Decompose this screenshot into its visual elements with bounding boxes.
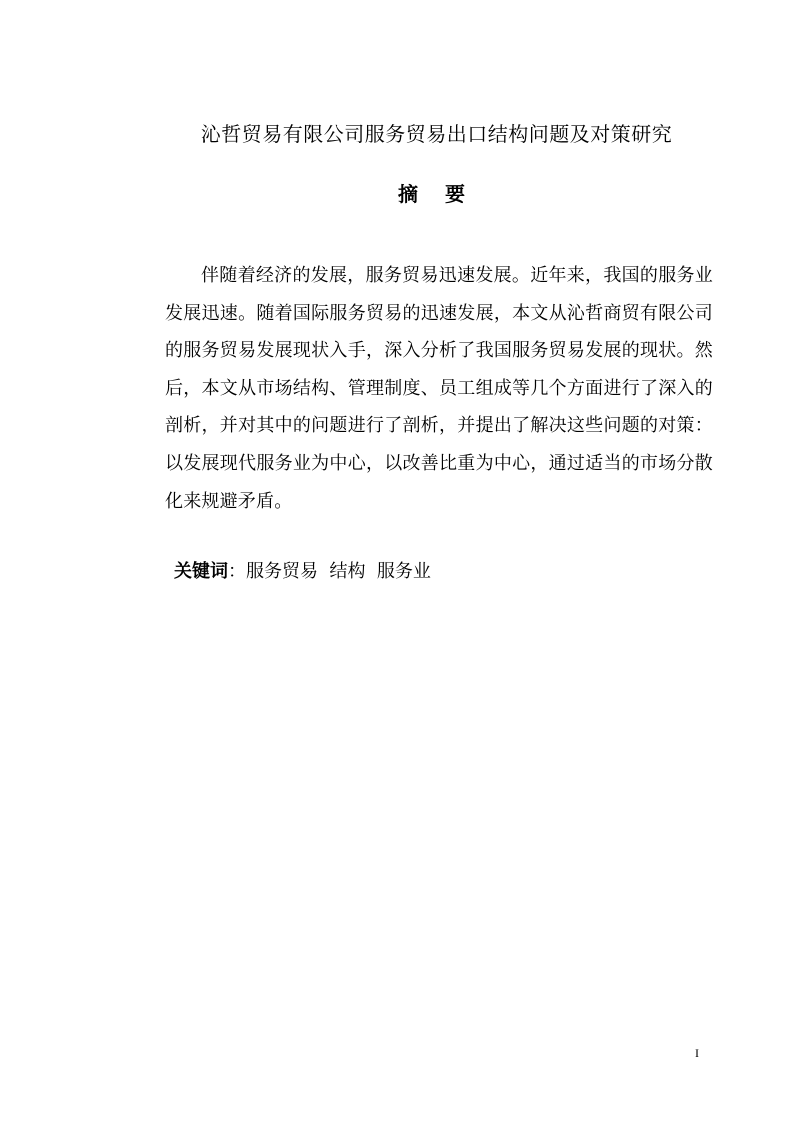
keywords-label: 关键词 — [174, 561, 228, 582]
keywords-line — [174, 557, 431, 583]
abstract-heading: 摘 要 — [398, 182, 475, 206]
keywords-value: 服务贸易 结构 服务业 — [246, 561, 431, 582]
page-number: I — [695, 1046, 699, 1060]
keywords-separator: ： — [228, 561, 246, 582]
abstract-body: 伴随着经济的发展，服务贸易迅速发展。近年来，我国的服务业发展迅速。随着国际服务贸易的迅速发展，本文从沁哲商贸有限公司的服务贸易发展现状入手，深入分析了我国服务贸易发展的现状。然后，本文从市场结构、管理制度、员工组成等几个方面进行了深入的剖析，并对其中的问题进行了剖析，并提出了解决这些问题的对策：以发展现代服务业为中心，以改善比重为中心，通过适当的市场分散化来规避矛盾。 — [165, 265, 713, 512]
document-title: 沁哲贸易有限公司服务贸易出口结构问题及对策研究 — [200, 122, 673, 146]
